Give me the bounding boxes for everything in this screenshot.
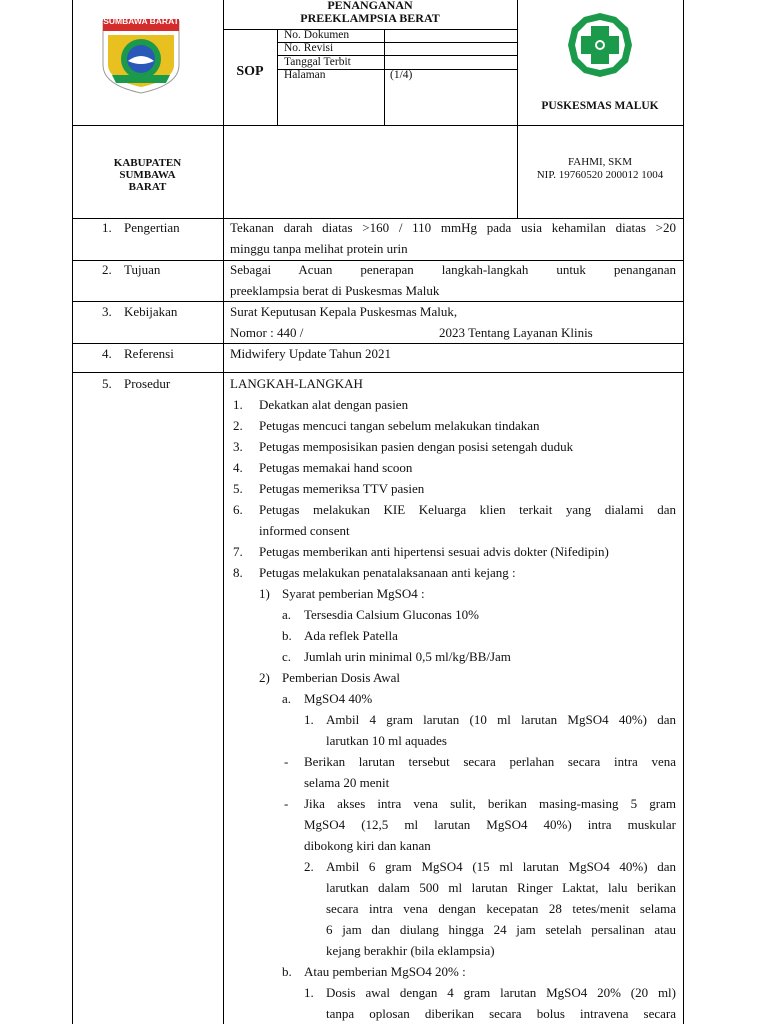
puskesmas-name: PUSKESMAS MALUK [541, 100, 659, 112]
dosis-a2-line1: Ambil 6 gram MgSO4 (15 ml larutan MgSO4 40%) dan [326, 859, 676, 874]
dosis-a2-line4: 6 jam dan diulang hingga 24 jam setelah persalinan atau [326, 922, 676, 937]
syarat-num: 1) [259, 586, 270, 601]
syarat-item-text: Tersesdia Calsium Gluconas 10% [304, 607, 479, 622]
syarat-item-num: c. [282, 649, 292, 664]
step-text: Dekatkan alat dengan pasien [259, 397, 409, 412]
dosis-b1-line2: tanpa oplosan diberikan secara bolus intravena secara [326, 1006, 676, 1021]
dosis-b1-num: 1. [304, 985, 314, 1000]
dosis-dash2-line2: MgSO4 (12,5 ml larutan MgSO4 40%) intra muskular [304, 817, 676, 832]
step-num: 3. [233, 439, 243, 454]
kabupaten-line2: SUMBAWA [119, 169, 176, 181]
dosis-b1-line1: Dosis awal dengan 4 gram larutan MgSO4 20% (20 ml) [326, 985, 676, 1000]
dosis-a1-line1: Ambil 4 gram larutan (10 ml larutan MgSO4 40%) dan [326, 712, 676, 727]
dosis-num: 2) [259, 670, 270, 685]
section-num-referensi: 4. [102, 346, 112, 361]
kebijakan-line1: Surat Keputusan Kepala Puskesmas Maluk, [230, 304, 458, 319]
puskesmas-logo [556, 12, 644, 78]
step-num: 2. [233, 418, 243, 433]
dosis-a-text: MgSO4 40% [304, 691, 373, 706]
pengertian-line2: minggu tanpa melihat protein urin [230, 241, 408, 256]
section-label-tujuan: Tujuan [124, 262, 161, 277]
section-label-kebijakan: Kebijakan [124, 304, 178, 319]
syarat-text: Syarat pemberian MgSO4 : [282, 586, 425, 601]
dosis-b-num: b. [282, 964, 292, 979]
pengertian-line1: Tekanan darah diatas >160 / 110 mmHg pada usia kehamilan diatas >20 [230, 220, 676, 235]
signer-name: FAHMI, SKM [568, 156, 632, 168]
logo-banner-text: SUMBAWA BARAT [103, 16, 179, 26]
step-text: Petugas memposisikan pasien dengan posisi setengah duduk [259, 439, 574, 454]
dosis-dash2-line1: Jika akses intra vena sulit, berikan masing-masing 5 gram [304, 796, 676, 811]
step-text: Petugas memeriksa TTV pasien [259, 481, 425, 496]
step-text: Petugas memberikan anti hipertensi sesuai advis dokter (Nifedipin) [259, 544, 609, 559]
step-num: 8. [233, 565, 243, 580]
dosis-a2-num: 2. [304, 859, 314, 874]
dosis-dash1-line1: Berikan larutan tersebut secara perlahan secara intra vena [304, 754, 676, 769]
syarat-item-num: a. [282, 607, 292, 622]
step-text-cont: informed consent [259, 523, 350, 538]
tujuan-line2: preeklampsia berat di Puskesmas Maluk [230, 283, 440, 298]
dash-bullet: - [284, 754, 289, 769]
dosis-a2-line3: secara intra vena dengan kecepatan 28 tetes/menit selama [326, 901, 676, 916]
section-num-pengertian: 1. [102, 220, 112, 235]
dosis-dash2-line3: dibokong kiri dan kanan [304, 838, 431, 853]
dosis-a1-num: 1. [304, 712, 314, 727]
step-text: Petugas memakai hand scoon [259, 460, 413, 475]
kebijakan-line2b: 2023 Tentang Layanan Klinis [439, 325, 593, 340]
dosis-dash1-line2: selama 20 menit [304, 775, 390, 790]
dosis-b-text: Atau pemberian MgSO4 20% : [304, 964, 466, 979]
step-num: 1. [233, 397, 243, 412]
dosis-text: Pemberian Dosis Awal [282, 670, 400, 685]
step-num: 5. [233, 481, 243, 496]
kabupaten-line3: BARAT [128, 181, 167, 193]
tujuan-line1: Sebagai Acuan penerapan langkah-langkah untuk penanganan [230, 262, 676, 277]
dosis-a-num: a. [282, 691, 292, 706]
section-num-tujuan: 2. [102, 262, 112, 277]
doc-row-label-0: No. Dokumen [284, 29, 350, 41]
dosis-a1-line2: larutkan 10 ml aquades [326, 733, 447, 748]
section-label-prosedur: Prosedur [124, 376, 171, 391]
section-num-prosedur: 5. [102, 376, 112, 391]
referensi-line1: Midwifery Update Tahun 2021 [230, 346, 391, 361]
doc-row-label-1: No. Revisi [284, 42, 334, 54]
signer-nip: NIP. 19760520 200012 1004 [536, 169, 664, 181]
step-num: 4. [233, 460, 243, 475]
kabupaten-line1: KABUPATEN [113, 157, 182, 169]
kabupaten-logo [98, 15, 184, 95]
syarat-item-text: Ada reflek Patella [304, 628, 398, 643]
step-text: Petugas melakukan KIE Keluarga klien terkait yang dialami dan [259, 502, 676, 517]
section-label-pengertian: Pengertian [124, 220, 180, 235]
section-label-referensi: Referensi [124, 346, 174, 361]
dosis-a2-line2: larutkan dalam 500 ml larutan Ringer Laktat, lalu berikan [326, 880, 676, 895]
syarat-item-num: b. [282, 628, 292, 643]
dosis-a2-line5: kejang berakhir (bila eklampsia) [326, 943, 495, 958]
sop-title-line2: PREEKLAMPSIA BERAT [300, 11, 440, 25]
sop-label: SOP [236, 64, 264, 79]
doc-row-value-3: (1/4) [390, 69, 413, 81]
step-text: Petugas melakukan penatalaksanaan anti kejang : [259, 565, 516, 580]
step-text: Petugas mencuci tangan sebelum melakukan tindakan [259, 418, 540, 433]
dash-bullet: - [284, 796, 289, 811]
section-num-kebijakan: 3. [102, 304, 112, 319]
syarat-item-text: Jumlah urin minimal 0,5 ml/kg/BB/Jam [304, 649, 511, 664]
step-num: 7. [233, 544, 243, 559]
doc-row-label-2: Tanggal Terbit [284, 56, 351, 68]
kebijakan-line2a: Nomor : 440 / [230, 325, 304, 340]
doc-row-label-3: Halaman [284, 69, 326, 81]
sop-title-line1: PENANGANAN [327, 0, 413, 12]
prosedur-heading: LANGKAH-LANGKAH [230, 376, 363, 391]
step-num: 6. [233, 502, 243, 517]
